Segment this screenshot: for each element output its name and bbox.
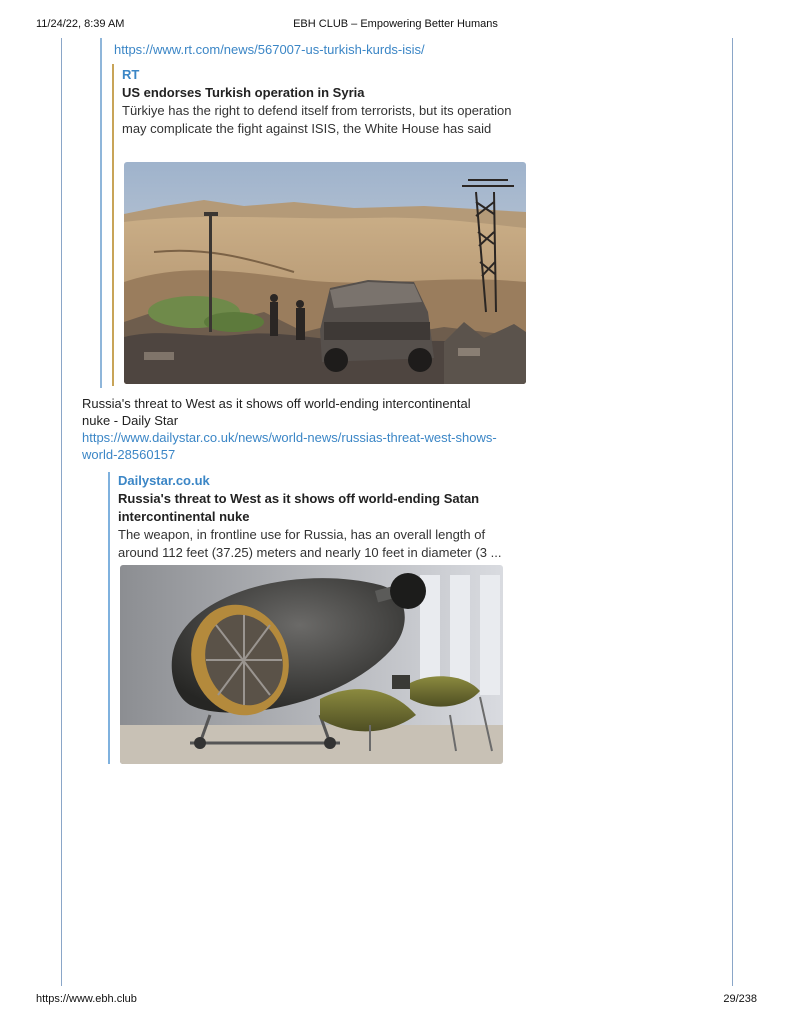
missile-warhead-image bbox=[120, 565, 503, 764]
print-url: https://www.ebh.club bbox=[36, 993, 137, 1005]
message-thread-rule bbox=[100, 38, 102, 388]
preview-title: US endorses Turkish operation in Syria bbox=[122, 85, 365, 100]
print-page-number: 29/238 bbox=[723, 993, 757, 1005]
preview-source: Dailystar.co.uk bbox=[118, 473, 210, 488]
print-datetime: 11/24/22, 8:39 AM bbox=[36, 18, 125, 30]
rt-article-link[interactable]: https://www.rt.com/news/567007-us-turkish-kurds-isis/ bbox=[114, 42, 425, 57]
page-column-rule-left bbox=[61, 38, 62, 986]
preview-source: RT bbox=[122, 67, 140, 82]
print-page-title: EBH CLUB – Empowering Better Humans bbox=[293, 18, 498, 30]
dailystar-link-preview[interactable] bbox=[108, 472, 518, 764]
syria-scene-image bbox=[124, 162, 526, 384]
rt-link-preview[interactable] bbox=[112, 64, 542, 386]
preview-description: The weapon, in frontline use for Russia, has an overall length of around 112 feet (37.25) meters and nearly 10 feet in diameter (3 ... bbox=[118, 527, 502, 560]
rt-preview-photo[interactable] bbox=[124, 162, 526, 384]
dailystar-article-link[interactable]: https://www.dailystar.co.uk/news/world-news/russias-threat-west-shows-world-28560157 bbox=[82, 430, 497, 462]
preview-title: Russia's threat to West as it shows off world-ending Satan intercontinental nuke bbox=[118, 491, 480, 524]
dailystar-preview-photo[interactable] bbox=[120, 565, 503, 764]
preview-description: Türkiye has the right to defend itself from terrorists, but its operation may complicate the fight against ISIS, the White House has said bbox=[122, 103, 512, 136]
page-column-rule-right bbox=[732, 38, 733, 986]
message-text: Russia's threat to West as it shows off world-ending intercontinental nuke - Daily Star bbox=[82, 396, 471, 428]
